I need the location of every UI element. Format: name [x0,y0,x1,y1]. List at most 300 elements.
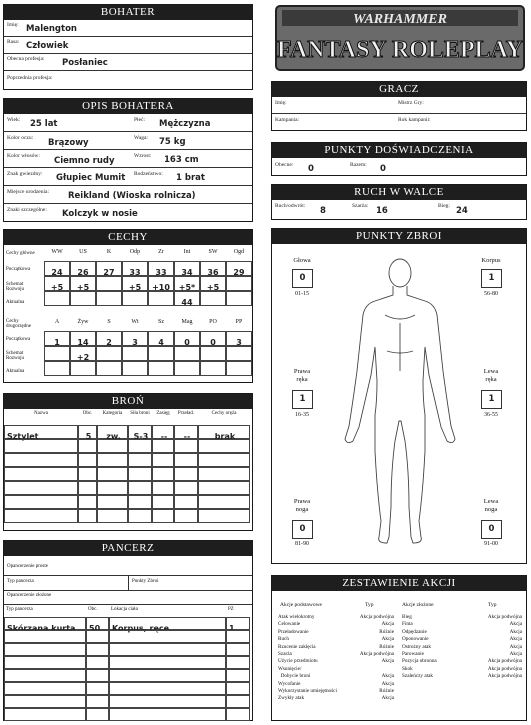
main-label-current: Aktualna [6,300,25,305]
bron-cell-0-1[interactable] [78,425,97,439]
gracz-header: GRACZ [272,82,526,97]
pancerz-value-0-3[interactable]: 1 [229,624,235,633]
pancerz-value-0-0[interactable]: Skórzana kurta [7,624,76,633]
pancerz-cell-5-3[interactable] [226,682,250,695]
pancerz-cell-2-2[interactable] [109,643,226,656]
main-cell-main_scheme-7[interactable] [226,276,252,291]
pancerz-cell-7-1[interactable] [86,708,109,721]
main-cell-main_scheme-0[interactable] [44,276,70,291]
wlosy-label: Kolor włosów: [7,153,40,159]
akcja-podst-name-10: Wykorzystanie umiejętności [278,688,337,694]
bron-cell-2-1[interactable] [78,453,97,467]
bron-cell-0-2[interactable] [97,425,128,439]
wlosy-wzrost-row [4,150,252,168]
bron-cell-4-6[interactable] [198,481,250,495]
prosty-typ-label: Typ pancerza [7,579,34,584]
akcje-typ-header-2: Typ [488,602,497,608]
body-outline [335,251,465,551]
main-value-main_scheme-1[interactable]: +5 [76,283,90,292]
bron-cell-4-5[interactable] [174,481,198,495]
pancerz-cell-7-0[interactable] [4,708,86,721]
main-value-main_start-2[interactable]: 27 [103,268,115,277]
sec-cell-sec_start-6[interactable] [200,331,226,346]
ruch-value[interactable]: 8 [320,206,326,216]
bron-cell-6-4[interactable] [152,509,174,523]
opis-panel [3,98,253,222]
bohater-header: BOHATER [4,5,252,20]
main-cell-main_start-4[interactable] [148,261,174,276]
prawa-noga-range: 81-90 [295,541,309,547]
pancerz-cell-4-1[interactable] [86,669,109,682]
bron-header-1: Obc. [82,411,93,416]
cechy-drugorzedne-label: Cechy drugorzędne [6,319,31,329]
bron-value-0-5[interactable]: -- [183,432,191,441]
main-cell-main_scheme-1[interactable] [70,276,96,291]
pancerz-value-0-2[interactable]: Korpus, ręce [112,624,170,633]
akcja-podst-name-9: Wycofanie [278,680,301,687]
sec-cell-sec_scheme-2[interactable] [96,346,122,361]
main-value-main_start-5[interactable]: 34 [181,268,193,277]
sec-cell-sec_scheme-0[interactable] [44,346,70,361]
bron-cell-5-1[interactable] [78,495,97,509]
sec-cell-sec_start-3[interactable] [122,331,148,346]
kampania-label: Kampania: [275,117,300,123]
poprzednia-label: Poprzednia profesja: [7,75,53,81]
main-cell-main_start-6[interactable] [200,261,226,276]
akcja-zloz-typ-7: Akcja podwójna [487,665,522,672]
main-cell-main_start-3[interactable] [122,261,148,276]
pancerz-value-0-1[interactable]: 50 [89,624,101,633]
bron-cell-4-2[interactable] [97,481,128,495]
bieg-label: Bieg: [438,203,450,209]
main-label-scheme: Schemat Rozwoju [6,282,25,292]
plec-value[interactable]: Mężczyzna [159,119,211,129]
bron-cell-2-5[interactable] [174,453,198,467]
logo-graphic [272,2,528,74]
akcja-podst-typ-0: Akcja podwójna [359,614,394,620]
bron-cell-0-6[interactable] [198,425,250,439]
main-cell-main_start-0[interactable] [44,261,70,276]
pancerz-cell-1-3[interactable] [226,630,250,643]
ruch-label: Ruch/odwrót: [275,203,306,209]
korpus-range: 56-80 [484,291,498,297]
wzrost-label: Wzrost: [134,153,152,159]
prosty-divider [128,576,129,591]
znak-value[interactable]: Głupiec Mumit [56,173,126,183]
sec-header-6: PO [209,319,217,325]
bron-cell-1-3[interactable] [128,439,152,453]
bron-cell-1-1[interactable] [78,439,97,453]
logo-bottom-text: FANTASY ROLEPLAY [276,37,524,63]
pancerz-cell-6-1[interactable] [86,695,109,708]
pancerz-cell-4-2[interactable] [109,669,226,682]
bron-cell-3-6[interactable] [198,467,250,481]
korpus-box[interactable] [481,269,502,288]
bron-cell-1-0[interactable] [4,439,78,453]
bron-cell-3-2[interactable] [97,467,128,481]
main-value-main_scheme-5[interactable]: +5* [178,283,196,292]
pd-razem-value[interactable]: 0 [380,164,386,174]
akcja-podst-typ-3: Akcja [381,636,394,643]
bron-cell-2-3[interactable] [128,453,152,467]
wlosy-value[interactable]: Ciemno rudy [54,156,115,166]
bron-cell-2-0[interactable] [4,453,78,467]
bron-cell-3-1[interactable] [78,467,97,481]
logo-top-text: WARHAMMER [353,12,447,27]
main-value-main_scheme-6[interactable]: +5 [206,283,220,292]
bron-cell-4-4[interactable] [152,481,174,495]
pancerz-cell-1-1[interactable] [86,630,109,643]
akcja-zloz-name-5: Parowanie [402,651,424,657]
main-header-5: Int [183,249,191,255]
bron-cell-4-1[interactable] [78,481,97,495]
bron-cell-0-4[interactable] [152,425,174,439]
pancerz-cell-3-0[interactable] [4,656,86,669]
main-value-main_start-3[interactable]: 33 [129,268,141,277]
akcja-podst-name-3: Ruch [278,636,289,643]
bron-cell-5-2[interactable] [97,495,128,509]
pancerz-header: PANCERZ [4,541,252,556]
sec-cell-sec_current-5[interactable] [174,361,200,376]
lewa-noga-range: 91-00 [484,541,498,547]
pancerz-cell-3-3[interactable] [226,656,250,669]
oczy-value[interactable]: Brązowy [48,138,89,148]
korpus-value[interactable]: 1 [488,273,495,283]
akcje-panel [271,575,527,721]
pd-obecne-value[interactable]: 0 [308,164,314,174]
miejsce-label: Miejsce urodzenia: [7,189,49,195]
akcja-zloz-name-1: Finta [402,621,413,628]
sec-cell-sec_scheme-3[interactable] [122,346,148,361]
prosty-pz-label: Punkty Zbroi [132,579,159,584]
akcja-zloz-typ-6: Akcja podwójna [487,658,522,665]
wiek-value[interactable]: 25 lat [30,119,58,129]
wzrost-value[interactable]: 163 cm [164,155,199,165]
bieg-value[interactable]: 24 [456,206,468,216]
ruch-panel [271,184,527,220]
prawa-reka-value[interactable]: 1 [299,394,306,404]
bron-value-0-2[interactable]: zw. [106,432,121,441]
sec-value-sec_start-7[interactable]: 3 [236,338,242,347]
akcja-zloz-name-7: Skok [402,665,413,672]
sec-cell-sec_current-0[interactable] [44,361,70,376]
sec-value-sec_start-0[interactable]: 1 [54,338,60,347]
sec-cell-sec_current-6[interactable] [200,361,226,376]
mistrz-gry-label: Mistrz Gry: [398,100,424,106]
sec-cell-sec_scheme-7[interactable] [226,346,252,361]
warhammer-logo [272,2,528,74]
rasa-value[interactable]: Człowiek [26,41,69,51]
main-cell-main_current-0[interactable] [44,291,70,306]
lewa-noga-box[interactable] [481,520,502,539]
main-cell-main_scheme-2[interactable] [96,276,122,291]
akcja-zloz-typ-5: Akcja [509,651,522,657]
bron-value-0-6[interactable]: brak [214,432,236,441]
main-cell-main_scheme-5[interactable] [174,276,200,291]
bron-cell-3-0[interactable] [4,467,78,481]
main-value-main_start-0[interactable]: 24 [51,268,63,277]
akcja-zloz-name-8: Szaleńczy atak [402,673,433,680]
bron-cell-6-0[interactable] [4,509,78,523]
cechy-panel [3,229,253,383]
wiek-plec-row [4,114,252,132]
prawa-reka-box[interactable] [292,390,313,409]
sec-cell-sec_start-0[interactable] [44,331,70,346]
szarza-value[interactable]: 16 [376,206,388,216]
pancerz-cell-1-0[interactable] [4,630,86,643]
sec-header-3: Wt [131,319,139,325]
main-cell-main_start-1[interactable] [70,261,96,276]
main-value-main_start-6[interactable]: 36 [207,268,219,277]
akcja-podst-typ-10: Różnie [379,688,394,694]
pancerz-cell-0-0[interactable] [4,617,86,633]
prawa-reka-range: 16-35 [295,412,309,418]
zbroja-panel [271,228,527,564]
main-header-6: SW [208,249,218,255]
rok-kampanii-label: Rok kampanii: [398,117,431,123]
bron-cell-6-3[interactable] [128,509,152,523]
lewa-reka-box[interactable] [481,390,502,409]
bron-value-0-4[interactable]: -- [160,432,168,441]
akcja-zloz-name-6: Pozycja obronna [402,658,437,665]
bron-cell-3-4[interactable] [152,467,174,481]
oczy-waga-row [4,132,252,150]
znaki-label: Znaki szczególne: [7,207,47,213]
bron-value-0-3[interactable]: S-3 [133,432,149,441]
pancerz-cell-3-1[interactable] [86,656,109,669]
sec-header-5: Mag [181,319,193,325]
sec-cell-sec_current-3[interactable] [122,361,148,376]
sec-cell-sec_start-2[interactable] [96,331,122,346]
akcja-podst-typ-4: Różnie [379,643,394,650]
akcja-zloz-typ-3: Akcja [509,636,522,643]
pancerz-cell-7-2[interactable] [109,708,226,721]
pancerz-cell-2-1[interactable] [86,643,109,656]
imie-row[interactable] [4,20,252,37]
bron-header-0: Nazwa [34,411,48,416]
wiek-label: Wiek: [7,117,21,123]
pancerz-panel [3,540,253,721]
pancerz-cell-0-1[interactable] [86,617,109,633]
akcje-zloz-header: Akcje złożone [402,602,434,608]
glowa-box[interactable] [292,269,313,288]
akcja-zloz-name-3: Oponowanie [402,636,429,643]
bron-cell-6-5[interactable] [174,509,198,523]
bron-cell-1-4[interactable] [152,439,174,453]
main-cell-main_scheme-6[interactable] [200,276,226,291]
ruch-header: RUCH W WALCE [272,185,526,200]
prawa-noga-box[interactable] [292,520,313,539]
akcja-podst-name-7: Wsunięcie/ [278,665,302,672]
bron-header-3: Siła broni [130,411,150,416]
sec-header-1: Żyw [77,319,89,325]
main-cell-main_current-4[interactable] [148,291,174,306]
akcje-header: ZESTAWIENIE AKCJI [272,576,526,591]
imie-label: Imię: [7,22,19,28]
sec-cell-sec_current-1[interactable] [70,361,96,376]
main-cell-main_current-7[interactable] [226,291,252,306]
glowa-range: 01-15 [295,291,309,297]
akcja-zloz-typ-0: Akcja podwójna [487,614,522,620]
sec-cell-sec_scheme-4[interactable] [148,346,174,361]
bron-cell-6-6[interactable] [198,509,250,523]
sec-cell-sec_current-4[interactable] [148,361,174,376]
pancerz-cell-5-0[interactable] [4,682,86,695]
sec-cell-sec_scheme-1[interactable] [70,346,96,361]
bron-cell-5-6[interactable] [198,495,250,509]
main-cell-main_start-5[interactable] [174,261,200,276]
waga-value[interactable]: 75 kg [159,137,186,147]
bron-cell-5-4[interactable] [152,495,174,509]
akcja-podst-name-2: Przeładowanie [278,628,309,635]
bron-cell-0-0[interactable] [4,425,78,439]
profesja-row[interactable] [4,54,252,71]
bron-cell-4-0[interactable] [4,481,78,495]
main-cell-main_start-2[interactable] [96,261,122,276]
pancerz-cell-6-2[interactable] [109,695,226,708]
main-cell-main_current-1[interactable] [70,291,96,306]
bron-cell-5-3[interactable] [128,495,152,509]
sec-cell-sec_start-4[interactable] [148,331,174,346]
znaki-value[interactable]: Kolczyk w nosie [62,209,138,219]
main-value-main_scheme-0[interactable]: +5 [50,283,64,292]
sec-cell-sec_start-1[interactable] [70,331,96,346]
bron-value-0-1[interactable]: 5 [85,432,92,441]
pancerz-cell-6-0[interactable] [4,695,86,708]
pancerz-cell-4-0[interactable] [4,669,86,682]
main-cell-main_current-2[interactable] [96,291,122,306]
main-cell-main_start-7[interactable] [226,261,252,276]
main-cell-main_current-3[interactable] [122,291,148,306]
pancerz-cell-2-3[interactable] [226,643,250,656]
main-value-main_scheme-4[interactable]: +10 [152,283,170,292]
pancerz-cell-5-1[interactable] [86,682,109,695]
akcja-zloz-typ-4: Akcja [509,643,522,650]
sec-cell-sec_scheme-6[interactable] [200,346,226,361]
bron-header-2: Kategoria [102,411,123,416]
pancerz-cell-0-2[interactable] [109,617,226,633]
sec-value-sec_start-2[interactable]: 2 [106,338,112,347]
pancerz-cell-0-3[interactable] [226,617,250,633]
main-cell-main_current-6[interactable] [200,291,226,306]
prosty-label: Opancerzenie proste [7,564,48,569]
pancerz-header-2: Lokacja ciała [111,607,138,612]
rasa-row[interactable] [4,37,252,54]
bron-cell-1-6[interactable] [198,439,250,453]
zbroja-header: PUNKTY ZBROI [272,229,526,244]
sec-value-sec_start-5[interactable]: 0 [184,338,190,347]
sec-value-sec_start-3[interactable]: 3 [132,338,138,347]
main-value-main_start-4[interactable]: 33 [155,268,167,277]
bron-value-0-0[interactable]: Sztylet [7,432,39,441]
main-header-3: Odp [129,249,141,255]
sec-value-sec_start-6[interactable]: 0 [210,338,216,347]
lewa-noga-label: Lewa noga [483,498,499,513]
znak-rodzenstwo-row [4,168,252,186]
main-cell-main_scheme-3[interactable] [122,276,148,291]
sec-value-sec_start-1[interactable]: 14 [77,338,89,347]
pancerz-cell-7-3[interactable] [226,708,250,721]
bron-cell-4-3[interactable] [128,481,152,495]
bron-cell-5-0[interactable] [4,495,78,509]
sec-value-sec_start-4[interactable]: 4 [158,338,164,347]
main-value-main_scheme-3[interactable]: +5 [128,283,142,292]
korpus-label: Korpus [481,257,501,264]
main-cell-main_current-5[interactable] [174,291,200,306]
bron-cell-0-5[interactable] [174,425,198,439]
bron-cell-3-3[interactable] [128,467,152,481]
bron-cell-2-6[interactable] [198,453,250,467]
bron-cell-5-5[interactable] [174,495,198,509]
pancerz-cell-5-2[interactable] [109,682,226,695]
main-value-main_start-7[interactable]: 29 [233,268,245,277]
sec-header-0: A [54,319,60,325]
bron-cell-6-2[interactable] [97,509,128,523]
lewa-noga-value[interactable]: 0 [488,524,495,534]
sec-value-sec_scheme-1[interactable]: +2 [76,353,90,362]
bron-panel [3,393,253,531]
pancerz-cell-4-3[interactable] [226,669,250,682]
sec-header-4: Sz [158,319,164,325]
bron-cell-1-5[interactable] [174,439,198,453]
oczy-label: Kolor oczu: [7,135,34,141]
lewa-reka-range: 36-55 [484,412,498,418]
rodzenstwo-value[interactable]: 1 brat [176,173,205,183]
bron-cell-3-5[interactable] [174,467,198,481]
prawa-noga-value[interactable]: 0 [299,524,306,534]
pancerz-cell-2-0[interactable] [4,643,86,656]
gracz-row-1 [272,97,526,114]
prawa-noga-label: Prawa noga [293,498,311,513]
poprzednia-row[interactable] [4,71,252,89]
main-value-main_start-1[interactable]: 26 [77,268,89,277]
bron-cell-0-3[interactable] [128,425,152,439]
akcja-podst-typ-5: Akcja podwójna [359,651,394,657]
sec-cell-sec_current-2[interactable] [96,361,122,376]
sec-cell-sec_start-7[interactable] [226,331,252,346]
sec-cell-sec_scheme-5[interactable] [174,346,200,361]
prawa-reka-label: Prawa ręka [293,368,311,383]
pancerz-cell-6-3[interactable] [226,695,250,708]
pancerz-cell-3-2[interactable] [109,656,226,669]
lewa-reka-value[interactable]: 1 [488,394,495,404]
prosty-fields-row[interactable] [4,576,252,591]
main-header-7: Ogd [233,249,245,255]
bron-cell-1-2[interactable] [97,439,128,453]
profesja-value[interactable]: Posłaniec [62,58,108,68]
opis-header: OPIS BOHATERA [4,99,252,114]
akcja-zloz-typ-2: Akcja [509,628,522,635]
sec-cell-sec_start-5[interactable] [174,331,200,346]
pancerz-cell-1-2[interactable] [109,630,226,643]
profesja-label: Obecna profesja: [7,56,45,62]
main-value-main_current-5[interactable]: 44 [181,298,193,307]
bron-cell-6-1[interactable] [78,509,97,523]
akcja-podst-name-4: Rzucenie zaklęcia [278,643,316,650]
sec-cell-sec_current-7[interactable] [226,361,252,376]
akcja-zloz-typ-8: Akcja podwójna [487,673,522,680]
akcja-podst-typ-11: Akcja [381,695,394,702]
glowa-value[interactable]: 0 [299,273,306,283]
pd-razem-label: Razem: [350,162,367,168]
akcja-podst-typ-9: Akcja [381,680,394,687]
miejsce-value[interactable]: Reikland (Wioska rolnicza) [68,191,196,201]
gracz-row-2 [272,114,526,130]
bron-cell-2-4[interactable] [152,453,174,467]
main-cell-main_scheme-4[interactable] [148,276,174,291]
bron-cell-2-2[interactable] [97,453,128,467]
imie-value[interactable]: Malengton [26,24,77,34]
